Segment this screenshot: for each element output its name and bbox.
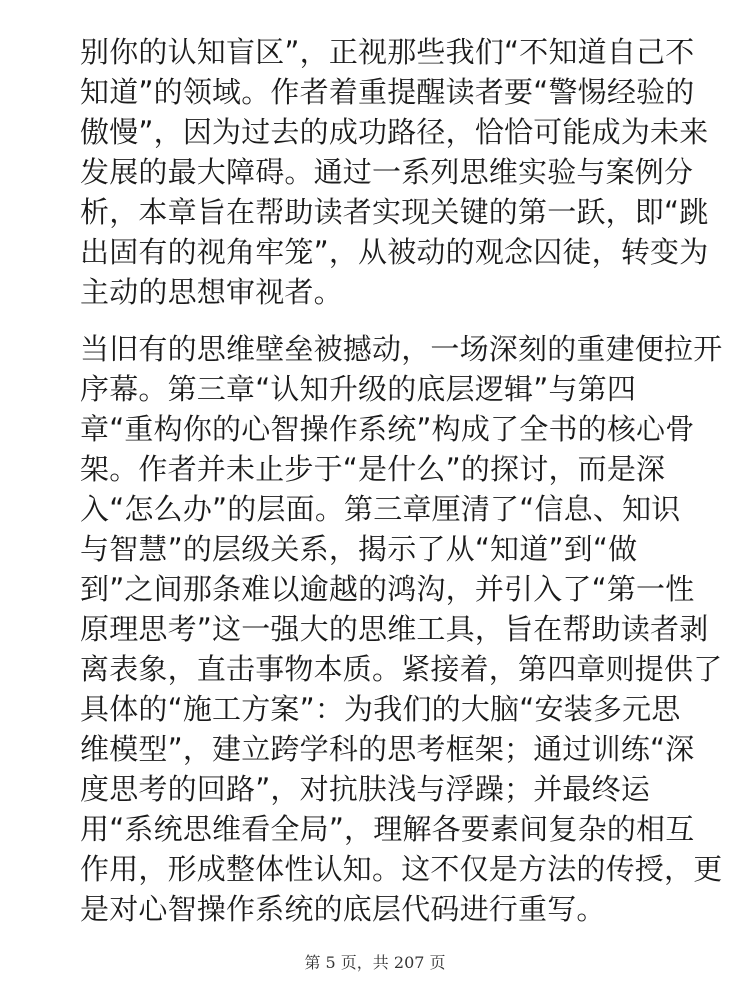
text-line: 傲慢”，因为过去的成功路径，恰恰可能成为未来 bbox=[80, 115, 709, 149]
text-line: 原理思考”这一强大的思维工具，旨在帮助读者剥 bbox=[80, 612, 709, 646]
text-line: 别你的认知盲区”，正视那些我们“不知道自己不 bbox=[80, 35, 695, 69]
text-line: 离表象，直击事物本质。紧接着，第四章则提供了 bbox=[80, 652, 723, 686]
text-line: 当旧有的思维壁垒被撼动，一场深刻的重建便拉开 bbox=[80, 332, 723, 366]
text-line: 知道”的领域。作者着重提醒读者要“警惕经验的 bbox=[80, 75, 695, 109]
page-number-footer: 第 5 页，共 207 页 bbox=[304, 953, 446, 972]
text-line: 具体的“施工方案”：为我们的大脑“安装多元思 bbox=[80, 692, 681, 726]
text-line: 析，本章旨在帮助读者实现关键的第一跃，即“跳 bbox=[80, 195, 709, 229]
text-line: 用“系统思维看全局”，理解各要素间复杂的相互 bbox=[80, 812, 695, 846]
paragraph-1 bbox=[80, 32, 709, 312]
text-line: 入“怎么办”的层面。第三章厘清了“信息、知识 bbox=[80, 492, 681, 526]
text-line: 主动的思想审视者。 bbox=[80, 275, 343, 309]
paragraph-spacer bbox=[80, 312, 680, 329]
text-line: 架。作者并未止步于“是什么”的探讨，而是深 bbox=[80, 452, 666, 486]
text-line: 维模型”，建立跨学科的思考框架；通过训练“深 bbox=[80, 732, 695, 766]
body-text bbox=[80, 32, 723, 929]
paragraph-2 bbox=[80, 329, 723, 929]
text-line: 与智慧”的层级关系，揭示了从“知道”到“做 bbox=[80, 532, 638, 566]
text-line: 度思考的回路”，对抗肤浅与浮躁；并最终运 bbox=[80, 772, 651, 806]
text-line: 序幕。第三章“认知升级的底层逻辑”与第四 bbox=[80, 372, 637, 406]
text-line: 出固有的视角牢笼”，从被动的观念囚徒，转变为 bbox=[80, 235, 709, 269]
text-line: 发展的最大障碍。通过一系列思维实验与案例分 bbox=[80, 155, 694, 189]
text-line: 章“重构你的心智操作系统”构成了全书的核心骨 bbox=[80, 412, 695, 446]
text-line: 是对心智操作系统的底层代码进行重写。 bbox=[80, 892, 606, 926]
text-line: 到”之间那条难以逾越的鸿沟，并引入了“第一性 bbox=[80, 572, 695, 606]
text-line: 作用，形成整体性认知。这不仅是方法的传授，更 bbox=[80, 852, 723, 886]
